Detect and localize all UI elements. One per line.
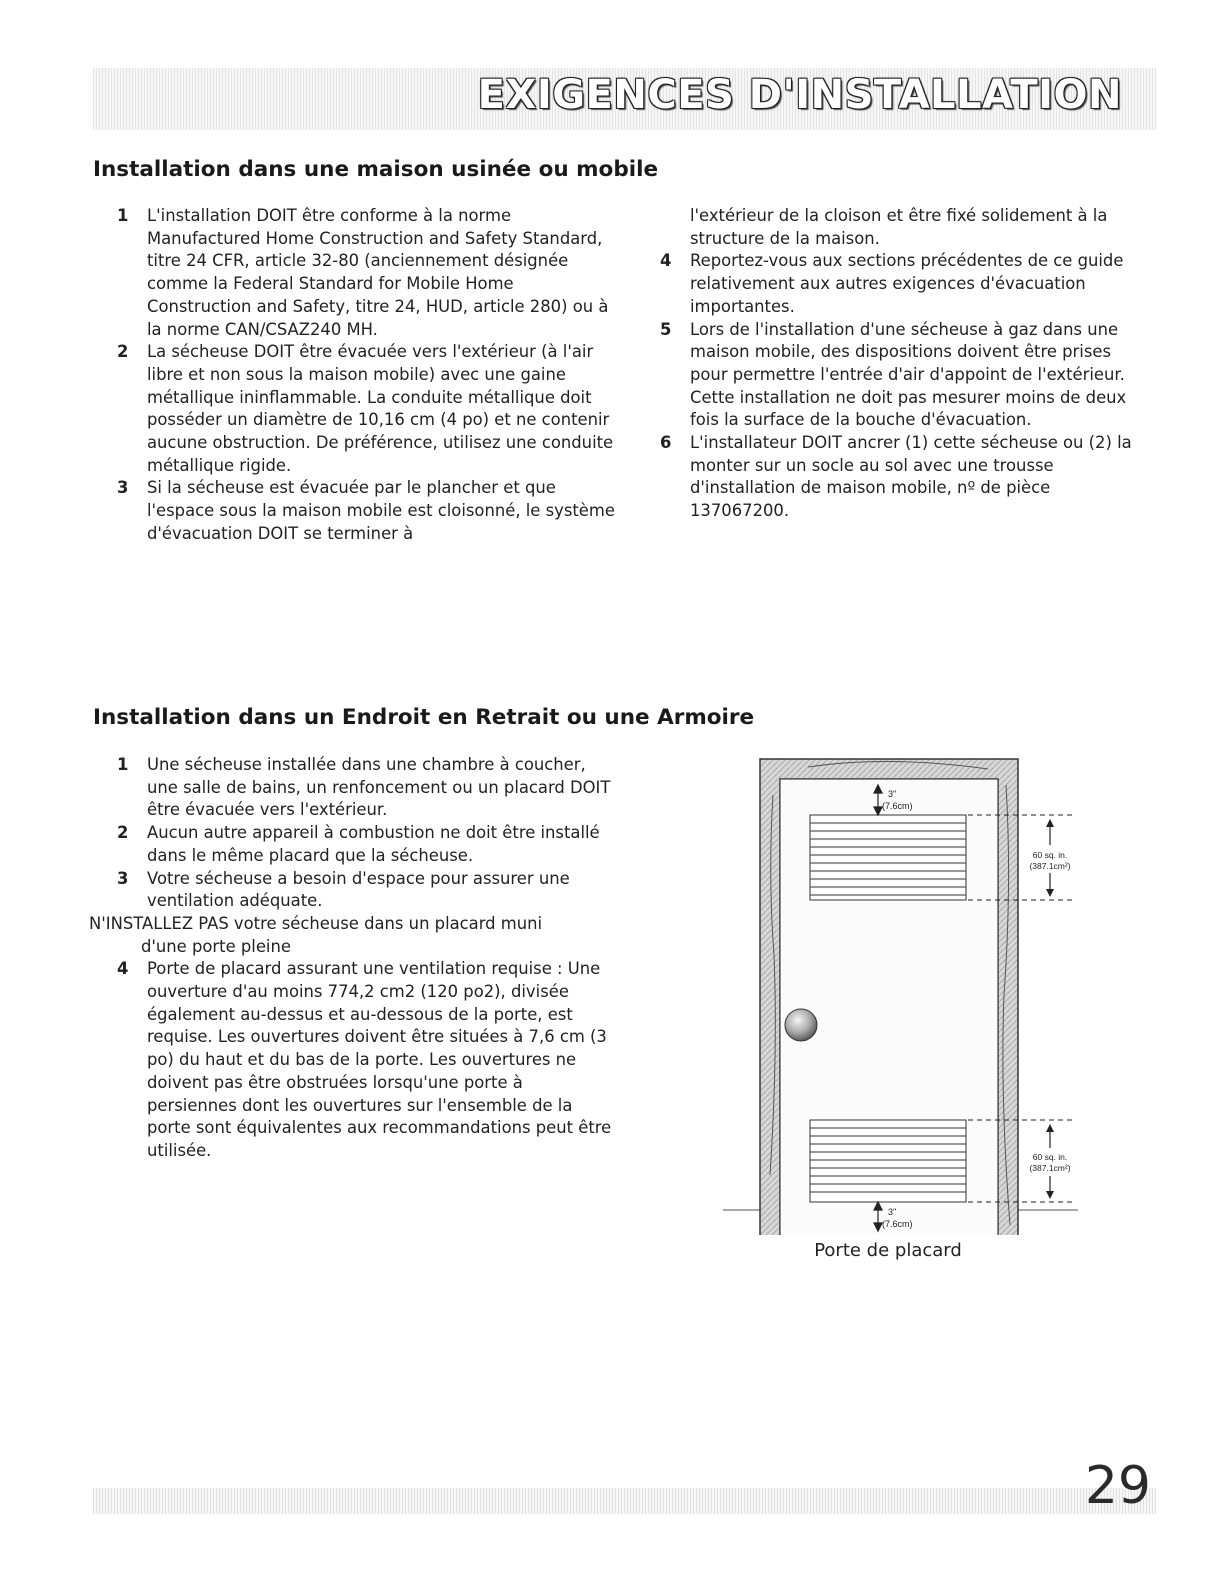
top-gap-label: 3" [888,789,897,799]
item-number: 4 [660,251,672,271]
top-vent-area-metric-label: (387.1cm²) [1029,861,1071,871]
bottom-vent [810,1120,966,1202]
item-number: 3 [117,478,129,498]
page-title: EXIGENCES D'INSTALLATION [477,72,1122,118]
item-number: 1 [117,755,129,774]
item-text: Une sécheuse installée dans une chambre à coucher, une salle de bains, un renfoncement ou un placard DOIT être évacuée vers l'extérieur. [147,755,611,820]
warning-note [89,913,615,958]
list-item [638,432,1138,523]
warning-note-line2: d'une porte pleine [141,936,291,956]
section-heading-mobile-home: Installation dans une maison usinée ou mobile [93,157,659,182]
item-text: Porte de placard assurant une ventilation requise : Une ouverture d'au moins 774,2 cm2 (120 po2), divisée également au-dessus et au-dessous de la porte, est requise. Les ouvertures doivent être situées à 7,6 cm (3 po) du haut et du bas de la porte. Les ouvertures ne doivent pas être obstruées lorsqu'une porte à persiennes dont les ouvertures sur l'ensemble de la porte sont équivalentes aux recommandations peut être utilisée. [147,959,612,1160]
item-number: 5 [660,319,672,339]
list-item [95,868,615,913]
item-text: Reportez-vous aux sections précédentes de ce guide relativement aux autres exigences d'évacuation importantes. [690,251,1124,316]
warning-note-line1: N'INSTALLEZ PAS votre sécheuse dans un placard muni [89,913,543,933]
bottom-gap-metric-label: (7.6cm) [882,1219,913,1229]
section2-left-column [89,754,615,1163]
section1-left-column [95,205,615,546]
page-number: 29 [1084,1456,1151,1516]
list-item [95,822,615,867]
section1-right-column [638,205,1138,523]
item-text: Aucun autre appareil à combustion ne doit être installé dans le même placard que la sécheuse. [147,823,600,865]
item-number: 6 [660,433,672,453]
item-number: 3 [117,868,129,888]
list-item [638,319,1138,433]
item-text: L'installation DOIT être conforme à la norme Manufactured Home Construction and Safety Standard, titre 24 CFR, article 32-80 (anciennement désignée comme la Federal Standard for Mobile Home Construction and Safety, titre 24, HUD, article 280) ou à la norme CAN/CSAZ240 MH. [147,206,609,339]
bottom-vent-area-label: 60 sq. in. [1032,1152,1068,1162]
footer-bar [93,1488,1156,1514]
bottom-gap-label: 3" [888,1207,897,1217]
list-item [95,754,615,822]
item-number: 4 [117,959,129,979]
list-item [95,958,615,1162]
item-text: La sécheuse DOIT être évacuée vers l'extérieur (à l'air libre et non sous la maison mobile) avec une gaine métallique ininflammable. La conduite métallique doit posséder un diamètre de 10,16 cm (4 po) et ne contenir aucune obstruction. De préférence, utilisez une conduite métallique rigide. [147,342,614,475]
item-text: L'installateur DOIT ancrer (1) cette sécheuse ou (2) la monter sur un socle au sol avec une trousse d'installation de maison mobile, nº de pièce 137067200. [690,433,1132,521]
item-number: 1 [117,206,129,225]
list-item [638,250,1138,318]
figure-caption: Porte de placard [814,1240,962,1261]
item-text: Si la sécheuse est évacuée par le plancher et que l'espace sous la maison mobile est cloisonné, le système d'évacuation DOIT se terminer à [147,478,615,543]
item-number: 2 [117,342,129,362]
item-number: 2 [117,823,129,843]
section-heading-closet: Installation dans un Endroit en Retrait ou une Armoire [93,705,755,730]
list-item [95,477,615,545]
closet-door-illustration [688,755,1088,1235]
door-knob [785,1009,817,1041]
closet-door-figure [688,755,1088,1275]
item-continuation-text: l'extérieur de la cloison et être fixé solidement à la structure de la maison. [690,206,1108,248]
list-item [95,341,615,477]
top-vent-area-label: 60 sq. in. [1032,850,1068,860]
top-gap-metric-label: (7.6cm) [882,801,913,811]
bottom-vent-area-metric-label: (387.1cm²) [1029,1163,1071,1173]
item-text: Lors de l'installation d'une sécheuse à gaz dans une maison mobile, des dispositions doivent être prises pour permettre l'entrée d'air d'appoint de l'extérieur. Cette installation ne doit pas mesurer moins de deux fois la surface de la bouche d'évacuation. [690,319,1127,430]
top-vent [810,815,966,900]
header-banner [93,68,1156,130]
list-item [95,205,615,341]
item-text: Votre sécheuse a besoin d'espace pour assurer une ventilation adéquate. [147,868,570,911]
